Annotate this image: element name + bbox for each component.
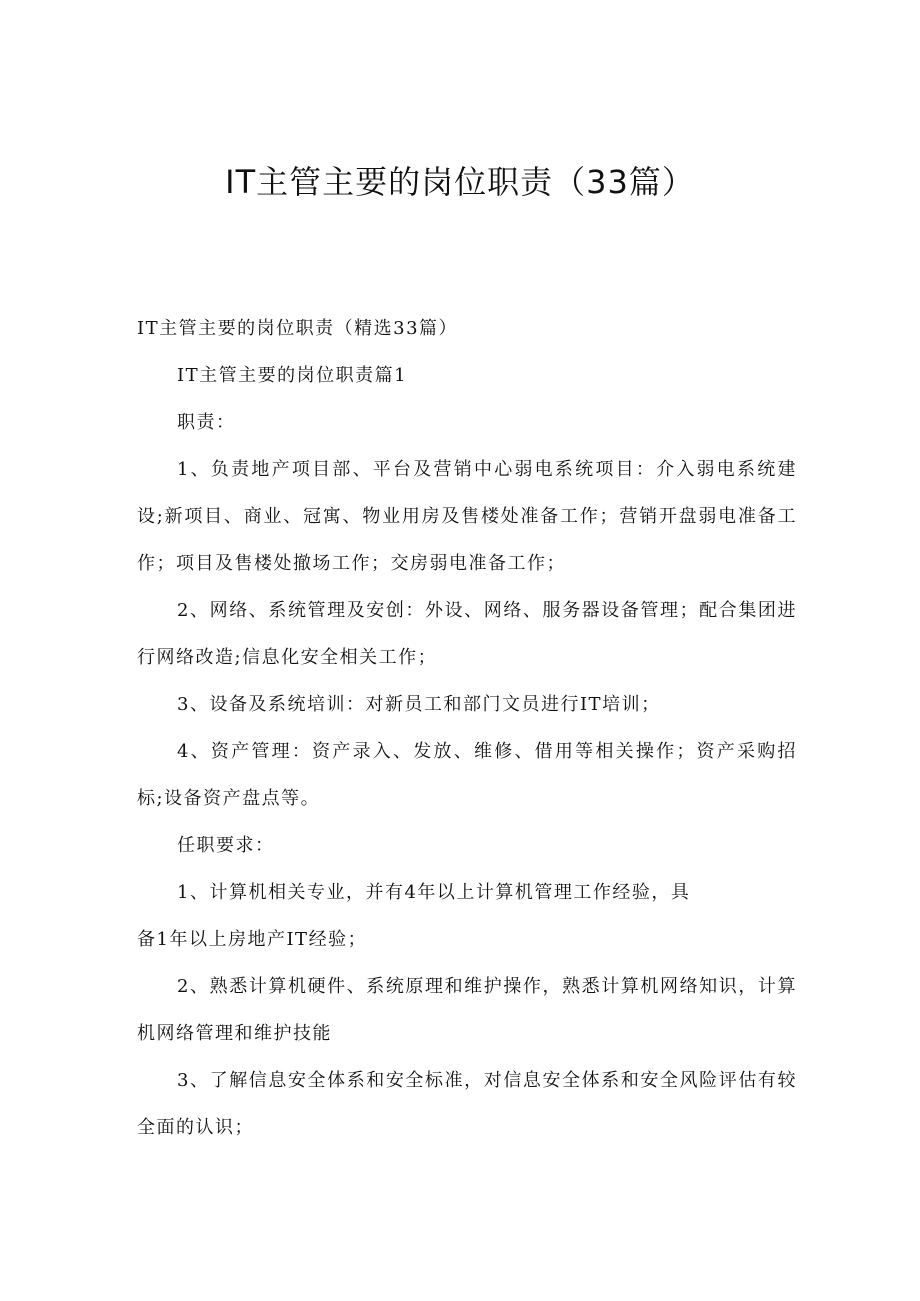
requirement-item-2: 2、熟悉计算机硬件、系统原理和维护操作，熟悉计算机网络知识，计算机网络管理和维护技能 xyxy=(137,976,797,1044)
duty-item-1: 1、负责地产项目部、平台及营销中心弱电系统项目：介入弱电系统建设;新项目、商业、冠寓、物业用房及售楼处准备工作；营销开盘弱电准备工作；项目及售楼处撤场工作；交房弱电准备工作； xyxy=(137,459,797,574)
duties-label: 职责： xyxy=(177,412,236,433)
document-body xyxy=(137,305,797,1151)
requirement-item-3: 3、了解信息安全体系和安全标准，对信息安全体系和安全风险评估有较全面的认识； xyxy=(137,1070,797,1138)
duty-item-2: 2、网络、系统管理及安创：外设、网络、服务器设备管理；配合集团进行网络改造;信息化安全相关工作； xyxy=(137,600,797,668)
document-title: IT主管主要的岗位职责（33篇） xyxy=(225,163,695,201)
duty-item-4: 4、资产管理：资产录入、发放、维修、借用等相关操作；资产采购招标;设备资产盘点等。 xyxy=(137,741,797,809)
requirements-label: 任职要求： xyxy=(177,835,275,856)
requirement-item-1-line-2: 备1年以上房地产IT经验； xyxy=(137,929,368,950)
section-heading: IT主管主要的岗位职责篇1 xyxy=(177,365,408,386)
requirement-item-1-line-1: 1、计算机相关专业，并有4年以上计算机管理工作经验，具 xyxy=(177,882,691,903)
document-subtitle: IT主管主要的岗位职责（精选33篇） xyxy=(137,318,459,339)
duty-item-3: 3、设备及系统培训：对新员工和部门文员进行IT培训； xyxy=(177,694,661,715)
